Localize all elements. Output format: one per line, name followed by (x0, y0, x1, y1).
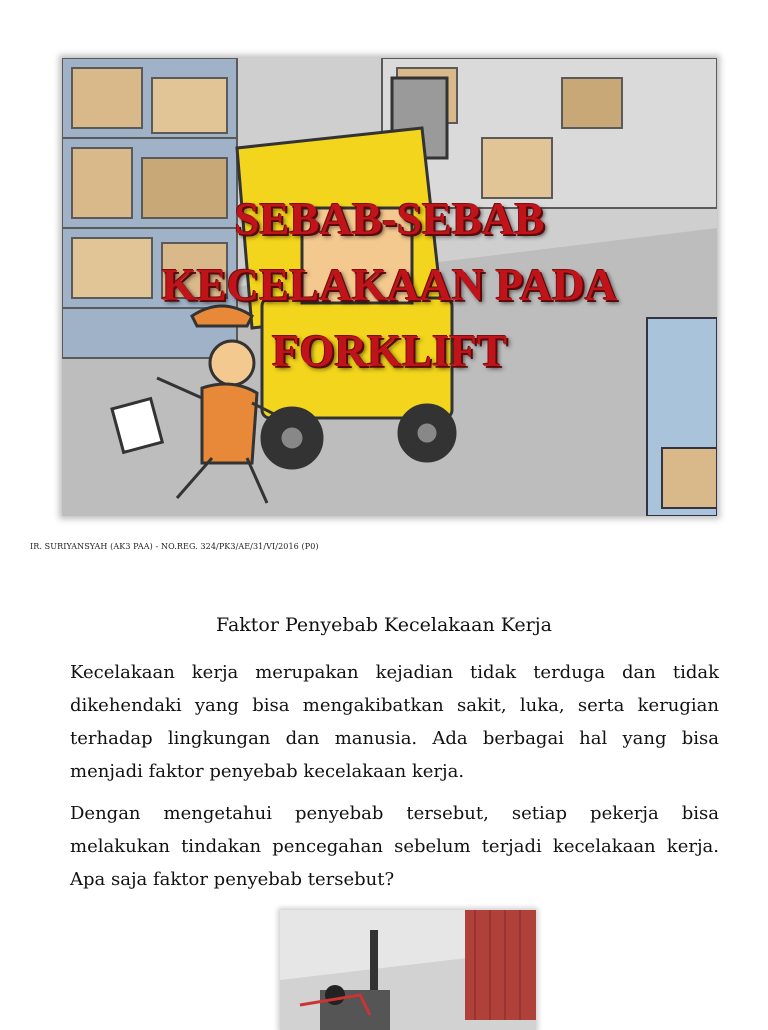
forklift-photo-image (280, 910, 536, 1030)
section-heading: Faktor Penyebab Kecelakaan Kerja (216, 614, 552, 636)
cover-illustration (62, 58, 717, 516)
paragraph-2: Dengan mengetahui penyebab tersebut, setiap pekerja bisa melakukan tindakan pencegahan sebelum terjadi kecelakaan kerja. Apa saja faktor penyebab tersebut? (70, 803, 719, 890)
cover-title-line-1: SEBAB-SEBAB (234, 194, 545, 244)
author-credit: IR. SURIYANSYAH (AK3 PAA) - NO.REG. 324/PK3/AE/31/VI/2016 (P0) (30, 542, 319, 551)
paragraph-1: Kecelakaan kerja merupakan kejadian tidak terduga dan tidak dikehendaki yang bisa mengakibatkan sakit, luka, serta kerugian terhadap lingkungan dan manusia. Ada berbagai hal yang bisa menjadi faktor penyebab kecelakaan kerja. (70, 662, 719, 782)
cover-title (62, 186, 717, 384)
cover-title-line-3: FORKLIFT (271, 326, 508, 376)
warehouse-photo (280, 910, 536, 1030)
cover-title-line-2: KECELAKAAN PADA (161, 260, 618, 310)
